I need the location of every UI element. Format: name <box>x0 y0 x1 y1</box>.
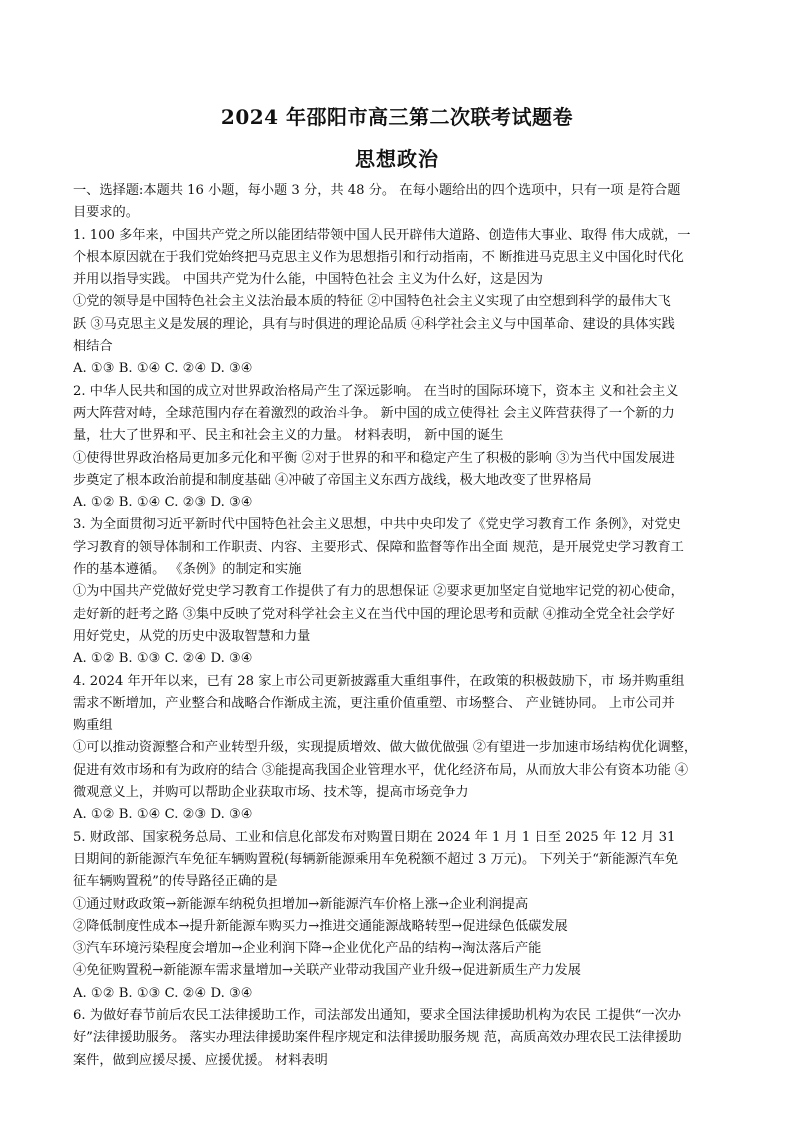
question-option-line: 走好新的赶考之路 ③集中反映了党对科学社会主义在当代中国的理论思考和贡献 ④推动全党全社会学好 <box>73 606 675 622</box>
question-option-line: 跃 ③马克思主义是发展的理论，具有与时俱进的理论品质 ④科学社会主义与中国革命、建设的具体实践 <box>73 316 675 332</box>
question-stem-line: 1. 100 多年来，中国共产党之所以能团结带领中国人民开辟伟大道路、创造伟大事业、取得 伟大成就，一 <box>73 227 691 243</box>
question-stem-line: 征车辆购置税”的传导路径正确的是 <box>73 874 278 890</box>
question-option-line: ①通过财政政策→新能源车纳税负担增加→新能源汽车价格上涨→企业利润提高 <box>73 896 529 912</box>
question-stem-line: 案件，做到应援尽援、应援优援。 材料表明 <box>73 1052 328 1068</box>
question-option-line: ③汽车环境污染程度会增加→企业利润下降→企业优化产品的结构→淘汰落后产能 <box>73 941 542 957</box>
answer-choices: A. ①③ B. ①④ C. ②④ D. ③④ <box>73 361 253 377</box>
answer-choices: A. ①② B. ①③ C. ②④ D. ③④ <box>73 985 253 1001</box>
question-option-line: ①可以推动资源整合和产业转型升级，实现提质增效、做大做优做强 ②有望进一步加速市场结构优化调整， <box>73 740 698 756</box>
answer-choices: A. ①② B. ①④ C. ②③ D. ③④ <box>73 807 253 823</box>
question-stem-line: 2. 中华人民共和国的成立对世界政治格局产生了深远影响。 在当时的国际环境下，资本主 义和社会主义 <box>73 383 679 399</box>
question-option-line: 微观意义上，并购可以帮助企业获取市场、技术等，提高市场竞争力 <box>73 785 469 801</box>
instruction-line: 目要求的。 <box>73 205 139 221</box>
question-option-line: ②降低制度性成本→提升新能源车购买力→推进交通能源战略转型→促进绿色低碳发展 <box>73 918 568 934</box>
exam-subject: 思想政治 <box>355 147 439 171</box>
question-2 <box>73 381 723 515</box>
question-option-line: ①为中国共产党做好党史学习教育工作提供了有力的思想保证 ②要求更加坚定自觉地牢记党的初心使命， <box>73 584 684 600</box>
question-stem-line: 好”法律援助服务。 落实办理法律援助案件程序规定和法律援助服务规 范，高质高效办理农民工法律援助 <box>73 1030 682 1046</box>
question-stem-line: 个根本原因就在于我们党始终把马克思主义作为思想指引和行动指南，不 断推进马克思主义中国化时代化 <box>73 249 684 265</box>
question-stem-line: 学习教育的领导体制和工作职责、内容、主要形式、保障和监督等作出全面 规范，是开展党史学习教育工 <box>73 539 684 555</box>
exam-title: 2024 年邵阳市高三第二次联考试题卷 <box>220 105 574 129</box>
question-stem-line: 量，壮大了世界和平、民主和社会主义的力量。 材料表明， 新中国的诞生 <box>73 428 504 444</box>
question-stem-line: 3. 为全面贯彻习近平新时代中国特色社会主义思想，中共中央印发了《党史学习教育工作 条例》，对党史 <box>73 517 681 533</box>
question-stem-line: 需求不断增加，产业整合和战略合作渐成主流，更注重价值重塑、市场整合、 产业链协同。 上市公司并 <box>73 695 675 711</box>
question-option-line: 促进有效市场和有为政府的结合 ③能提高我国企业管理水平，优化经济布局，从而放大非公有资本功能 ④ <box>73 762 689 778</box>
question-option-line: 相结合 <box>73 339 113 355</box>
question-stem-line: 并用以指导实践。 中国共产党为什么能，中国特色社会 主义为什么好，这是因为 <box>73 272 543 288</box>
question-option-line: 用好党史，从党的历史中汲取智慧和力量 <box>73 628 311 644</box>
question-5 <box>73 827 723 1005</box>
question-option-line: ④免征购置税→新能源车需求量增加→关联产业带动我国产业升级→促进新质生产力发展 <box>73 963 581 979</box>
question-6 <box>73 1005 723 1072</box>
question-1 <box>73 225 723 381</box>
answer-choices: A. ①② B. ①③ C. ②④ D. ③④ <box>73 651 253 667</box>
section-instructions <box>73 180 723 225</box>
question-option-line: ①党的领导是中国特色社会主义法治最本质的特征 ②中国特色社会主义实现了由空想到科学的最伟大飞 <box>73 294 671 310</box>
answer-choices: A. ①② B. ①④ C. ②③ D. ③④ <box>73 495 253 511</box>
question-stem-line: 作的基本遵循。 《条例》的制定和实施 <box>73 562 302 578</box>
question-3 <box>73 514 723 670</box>
exam-body <box>73 180 723 1072</box>
question-stem-line: 两大阵营对峙，全球范围内存在着激烈的政治斗争。 新中国的成立使得社 会主义阵营获得了一个新的力 <box>73 405 675 421</box>
question-4 <box>73 671 723 827</box>
question-stem-line: 购重组 <box>73 718 113 734</box>
instruction-line: 一、选择题:本题共 16 小题，每小题 3 分，共 48 分。 在每小题给出的四个选项中，只有一项 是符合题 <box>73 183 681 198</box>
question-option-line: ①使得世界政治格局更加多元化和平衡 ②对于世界的和平和稳定产生了积极的影响 ③为当代中国发展进 <box>73 450 675 466</box>
question-stem-line: 6. 为做好春节前后农民工法律援助工作，司法部发出通知，要求全国法律援助机构为农民 工提供“一次办 <box>73 1007 681 1023</box>
question-stem-line: 日期间的新能源汽车免征车辆购置税(每辆新能源乘用车免税额不超过 3 万元)。 下列关于“新能源汽车免 <box>73 851 679 867</box>
question-stem-line: 5. 财政部、国家税务总局、工业和信息化部发布对购置日期在 2024 年 1 月 1 日至 2025 年 12 月 31 <box>73 829 676 845</box>
question-stem-line: 4. 2024 年开年以来，已有 28 家上市公司更新披露重大重组事件，在政策的积极鼓励下，市 场并购重组 <box>73 673 685 689</box>
question-option-line: 步奠定了根本政治前提和制度基础 ④冲破了帝国主义东西方战线，极大地改变了世界格局 <box>73 472 592 488</box>
